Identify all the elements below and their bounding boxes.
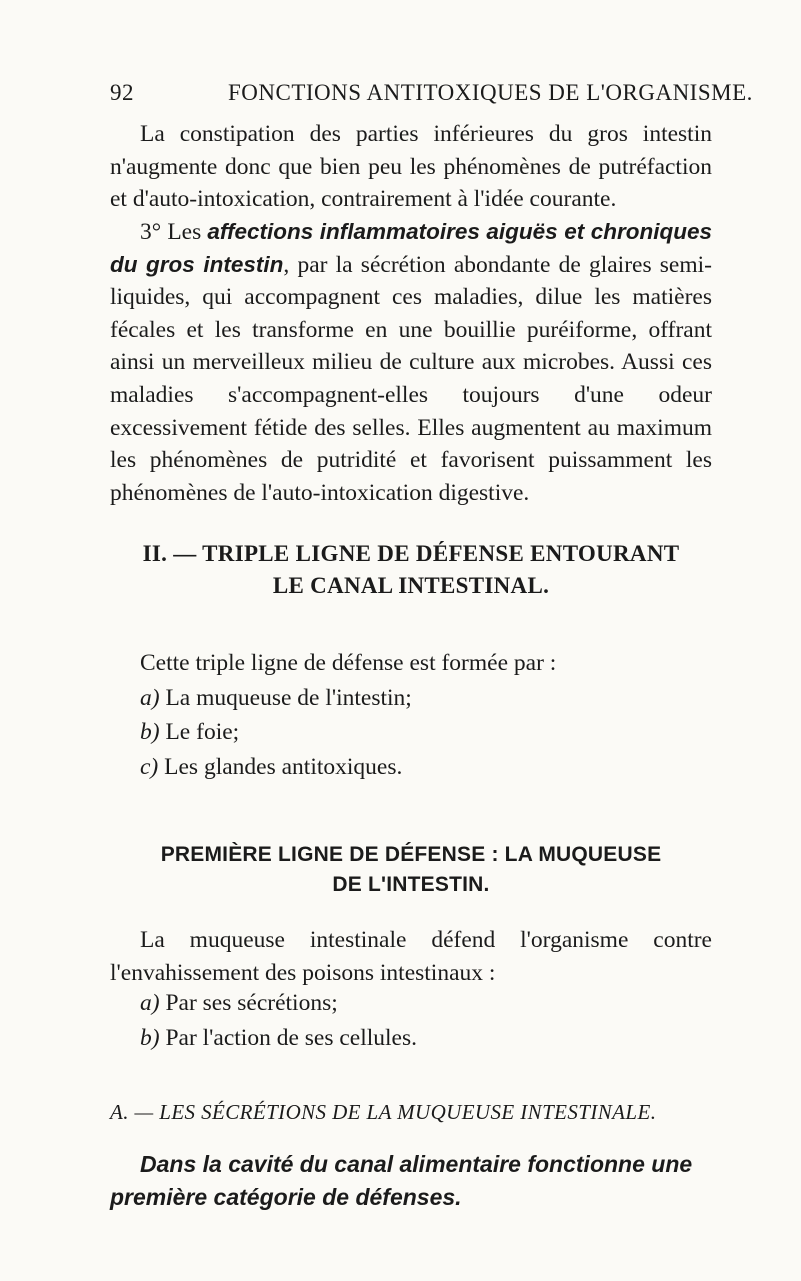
defense-list [140,646,712,784]
list-item: a) La muqueuse de l'intestin; [140,684,412,711]
running-title: FONCTIONS ANTITOXIQUES DE L'ORGANISME. [228,80,753,105]
paragraph-muqueuse: La muqueuse intestinale défend l'organisme contre l'envahissement des poisons intestinaux : [110,927,712,986]
emphasized-term: affections inflammatoires aiguës et chroniques du gros intestin [110,219,712,277]
page-number: 92 [110,80,134,105]
subheading-secretions: A. — LES SÉCRÉTIONS DE LA MUQUEUSE INTESTINALE. [110,1100,657,1124]
list-item: a) Par ses sécrétions; [140,990,338,1016]
paragraph-affections: 3° Les affections inflammatoires aiguës et chroniques du gros intestin, par la sécrétion abondante de glaires semi-liquides, qui accompagnent ces maladies, dilue les matières fécales et les transforme en une bouillie puréiforme, offrant ainsi un merveilleux milieu de culture aux microbes. Aussi ces maladies s'accompagnent-elles toujours d'une odeur excessivement fétide des selles. Elles augmentent au maximum les phénomènes de putridité et favorisent puissamment les phénomènes de l'auto-intoxication digestive. [110,219,713,506]
muqueuse-list [140,986,712,1055]
section-heading-triple-defense: II. — TRIPLE LIGNE DE DÉFENSE ENTOURANT LE CANAL INTESTINAL. [142,541,680,598]
list-item: c) Les glandes antitoxiques. [140,753,403,780]
list-item: b) Le foie; [140,719,240,745]
paragraph-constipation: La constipation des parties inférieures du gros intestin n'augmente donc que bien peu les phénomènes de putréfaction et d'auto-intoxication, contrairement à l'idée courante. [110,121,712,213]
paragraph-cavite: Dans la cavité du canal alimentaire fonctionne une première catégorie de défenses. [110,1151,693,1210]
list-intro: Cette triple ligne de défense est formée par : [140,650,557,676]
subheading-first-line: PREMIÈRE LIGNE DE DÉFENSE : LA MUQUEUSE DE L'INTESTIN. [160,843,662,896]
list-item: b) Par l'action de ses cellules. [140,1024,418,1051]
item-number: 3° [140,219,162,245]
